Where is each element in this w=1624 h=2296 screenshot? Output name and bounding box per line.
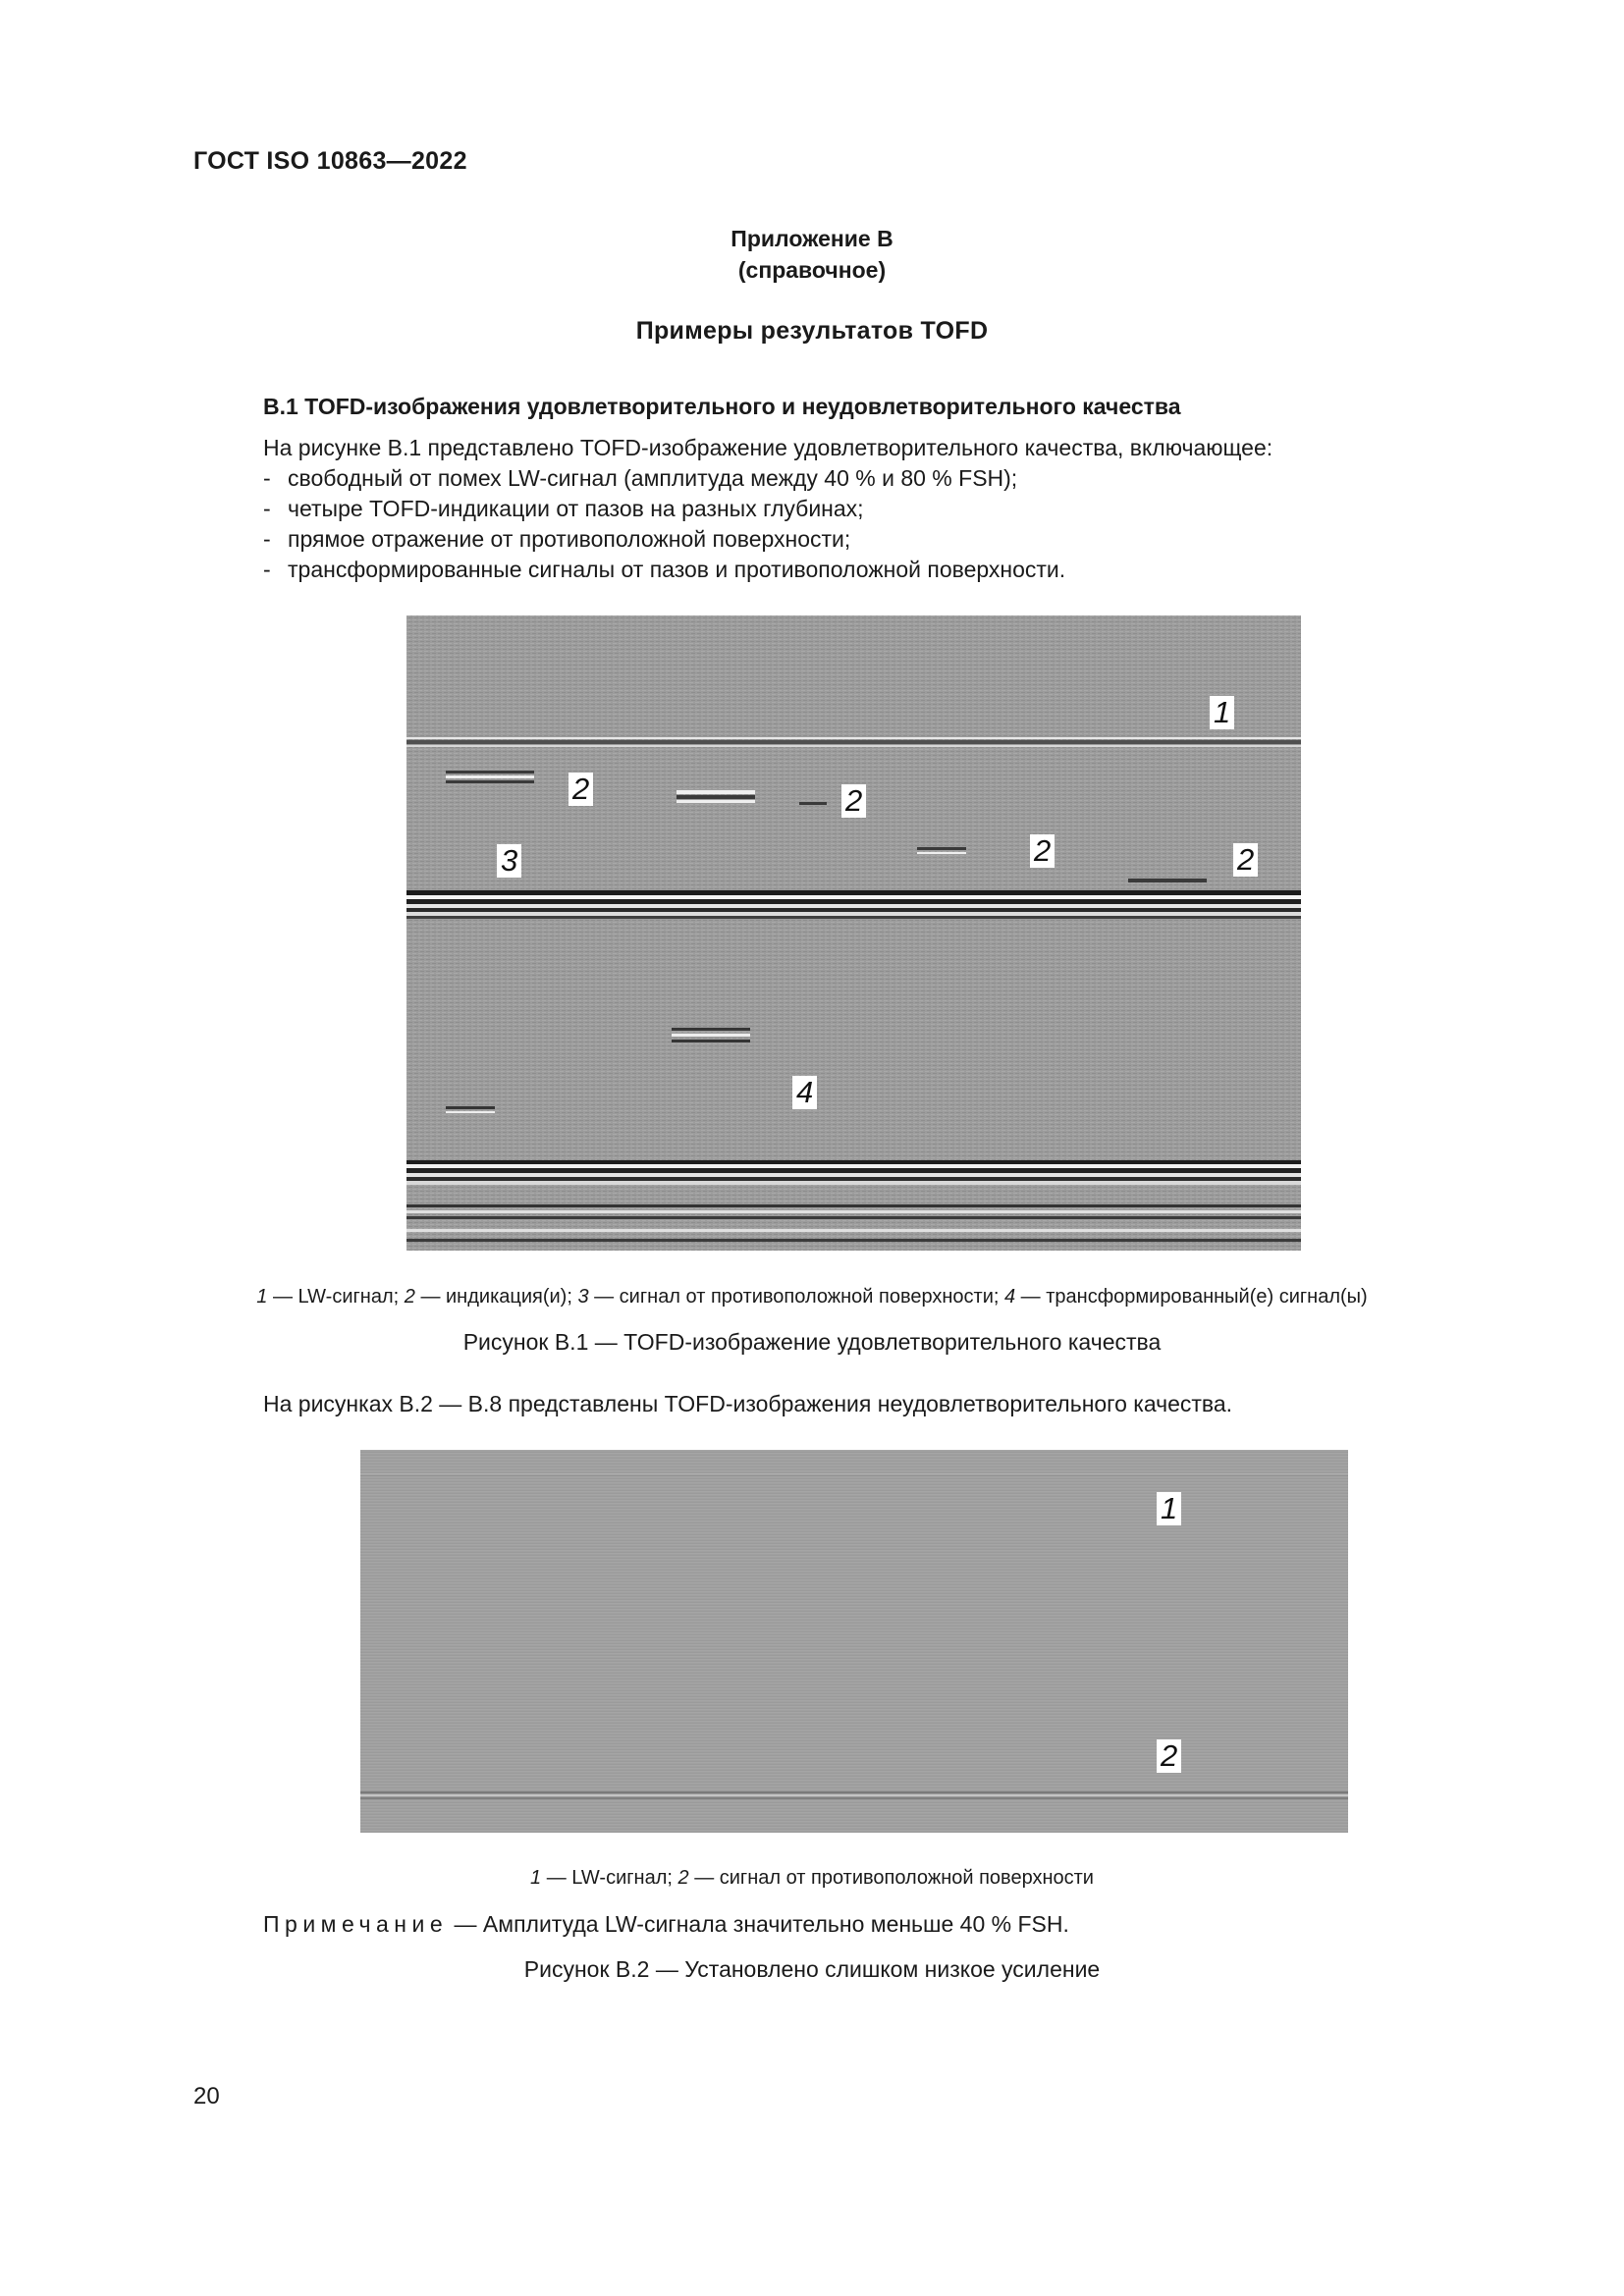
document-header: ГОСТ ISO 10863—2022 <box>193 147 467 175</box>
legend-text: — индикация(и); <box>414 1286 578 1308</box>
callout-indication: 2 <box>1030 834 1055 868</box>
list-item-text: свободный от помех LW-сигнал (амплитуда между 40 % и 80 % FSH); <box>288 465 1018 491</box>
figure1-legend <box>0 1286 1624 1308</box>
note-text: — Амплитуда LW-сигнала значительно меньше 40 % FSH. <box>448 1911 1069 1937</box>
list-bullet: - <box>263 526 271 552</box>
appendix-status: (справочное) <box>737 257 887 283</box>
figure1-caption: Рисунок В.1 — TOFD-изображение удовлетворительного качества <box>462 1329 1162 1355</box>
figure2-caption: Рисунок В.2 — Установлено слишком низкое усиление <box>523 1956 1101 1982</box>
legend-text: — трансформированный(е) сигнал(ы) <box>1015 1286 1368 1308</box>
appendix-title: Приложение В <box>731 226 893 251</box>
feature-list <box>263 463 1065 585</box>
tofd-scan-graphic <box>360 1450 1348 1833</box>
section-intro: На рисунке В.1 представлено TOFD-изображение удовлетворительного качества, включающее: <box>263 435 1273 460</box>
tofd-scan-graphic <box>406 615 1301 1251</box>
legend-text: — LW-сигнал; <box>541 1867 678 1889</box>
callout-back-wall: 2 <box>1157 1739 1181 1773</box>
list-bullet: - <box>263 465 271 491</box>
list-item <box>263 463 1065 494</box>
legend-number: 1 <box>256 1286 268 1308</box>
list-bullet: - <box>263 496 271 521</box>
legend-number: 4 <box>1004 1286 1016 1308</box>
list-item <box>263 555 1065 585</box>
callout-lw-signal: 1 <box>1210 696 1234 729</box>
list-item <box>263 494 1065 524</box>
callout-lw-signal: 1 <box>1157 1492 1181 1525</box>
list-item-text: трансформированные сигналы от пазов и противоположной поверхности. <box>288 557 1066 582</box>
callout-mode-converted: 4 <box>792 1076 817 1109</box>
legend-text: — сигнал от противоположной поверхности <box>688 1867 1094 1889</box>
callout-indication: 2 <box>568 773 593 806</box>
list-item-text: четыре TOFD-индикации от пазов на разных глубинах; <box>288 496 864 521</box>
legend-text: — сигнал от противоположной поверхности; <box>588 1286 1004 1308</box>
paragraph-unsatisfactory: На рисунках В.2 — В.8 представлены TOFD-изображения неудовлетворительного качества. <box>263 1391 1233 1416</box>
callout-indication: 2 <box>841 784 866 818</box>
legend-text: — LW-сигнал; <box>267 1286 405 1308</box>
legend-number: 1 <box>530 1867 542 1889</box>
appendix-name: Примеры результатов TOFD <box>635 317 989 345</box>
legend-number: 3 <box>577 1286 589 1308</box>
list-item <box>263 524 1065 555</box>
callout-back-wall: 3 <box>497 844 521 878</box>
legend-number: 2 <box>404 1286 415 1308</box>
figure2-legend <box>0 1867 1624 1890</box>
callout-indication: 2 <box>1233 843 1258 877</box>
tofd-image-low-gain <box>360 1450 1348 1833</box>
list-item-text: прямое отражение от противоположной поверхности; <box>288 526 851 552</box>
tofd-image-satisfactory <box>406 615 1301 1251</box>
figure2-note <box>263 1911 1069 1938</box>
list-bullet: - <box>263 557 271 582</box>
note-label: Примечание <box>263 1911 449 1937</box>
page-number: 20 <box>193 2083 220 2109</box>
legend-number: 2 <box>677 1867 689 1889</box>
section-heading: В.1 TOFD-изображения удовлетворительного и неудовлетворительного качества <box>263 394 1181 419</box>
